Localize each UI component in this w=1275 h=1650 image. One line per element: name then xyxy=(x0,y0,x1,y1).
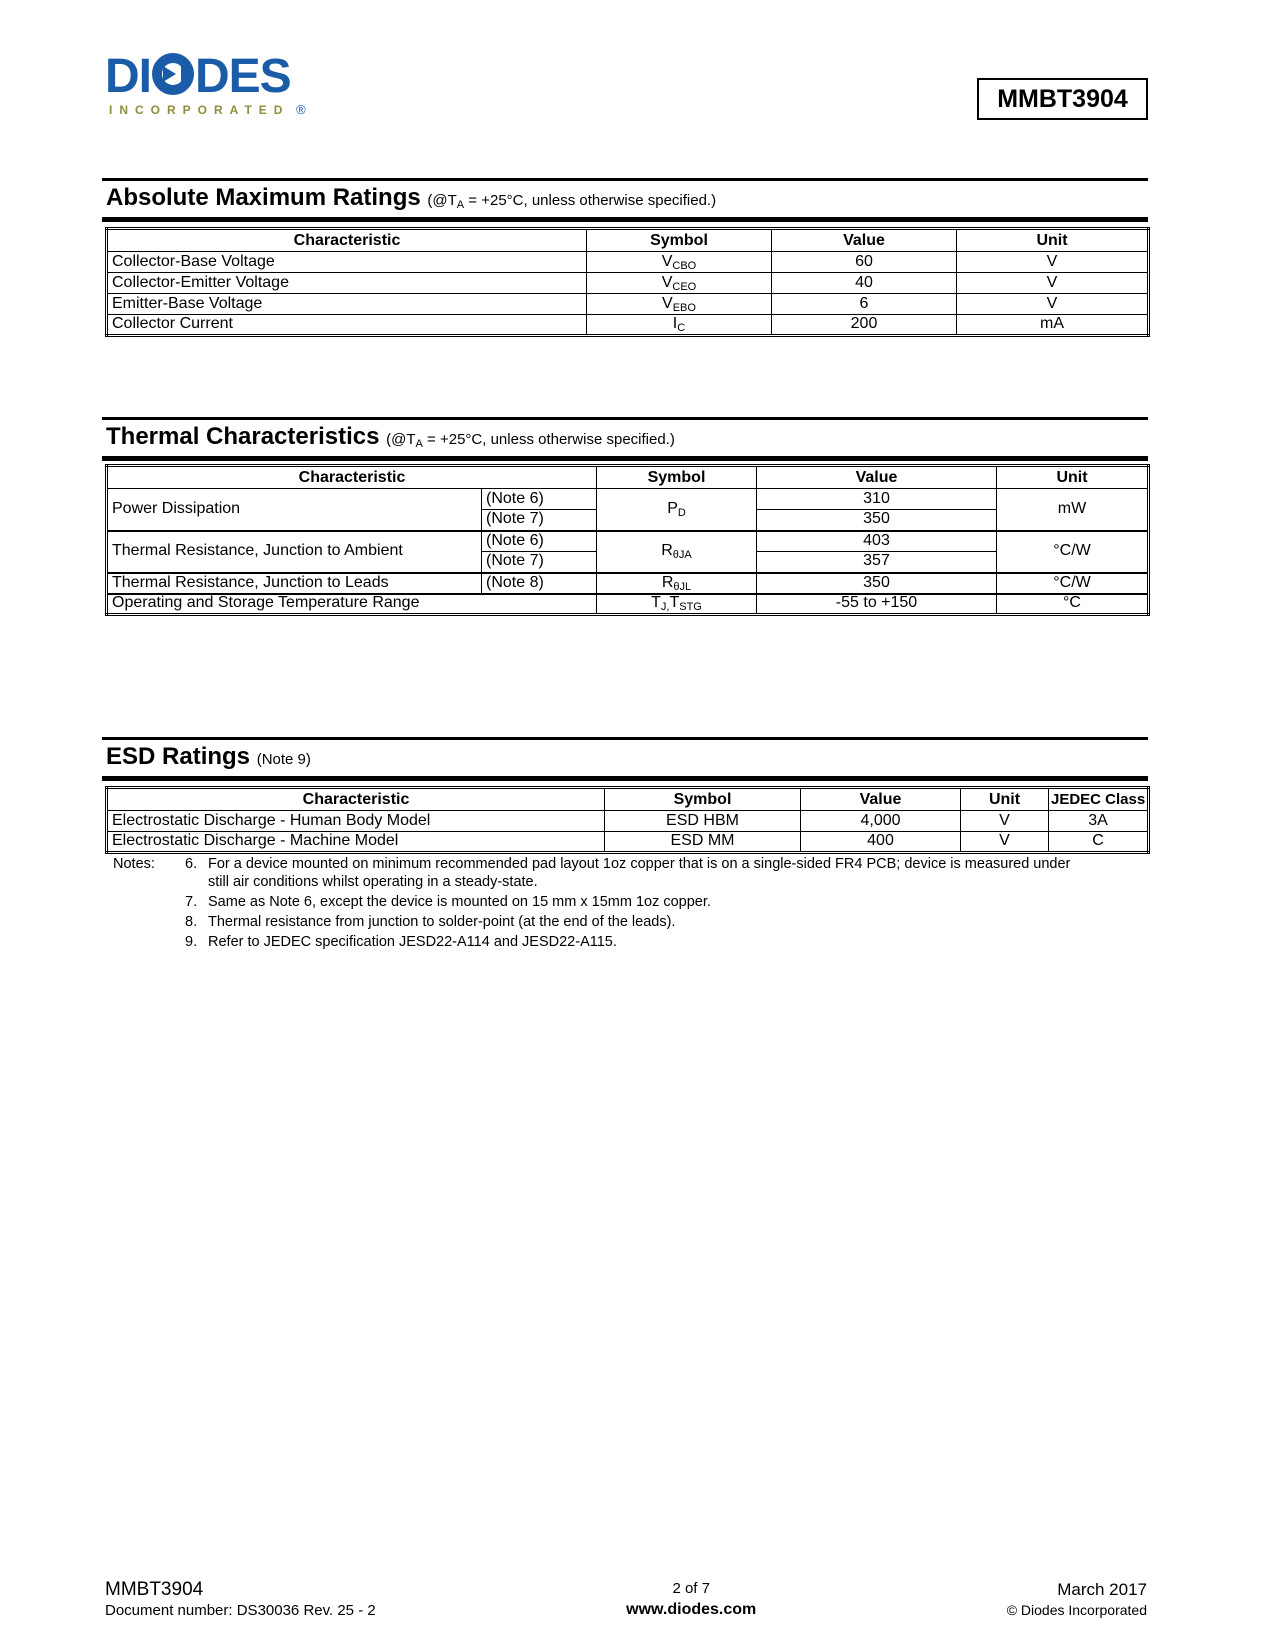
col-header-symbol: Symbol xyxy=(587,229,772,252)
note-text: Refer to JEDEC specification JESD22-A114 and JESD22-A115. xyxy=(208,934,617,950)
cell-characteristic: Electrostatic Discharge - Human Body Model xyxy=(107,811,605,832)
table-row xyxy=(107,294,1149,315)
logo-incorporated-label: INCORPORATED xyxy=(109,103,290,117)
col-header-unit: Unit xyxy=(961,788,1049,811)
section-subtitle: ($@T_A = +25^\circ C$, unless otherwise specified.) xyxy=(427,192,717,211)
section-title-text: Absolute Maximum Ratings xyxy=(106,184,421,211)
cell-symbol: $R_{\theta JL}$ xyxy=(597,573,757,594)
cell-symbol: ESD HBM xyxy=(605,811,801,832)
rule xyxy=(102,456,1148,461)
col-header-characteristic: Characteristic xyxy=(107,788,605,811)
cell-value: -55 to +150 xyxy=(757,594,997,615)
cell-unit: V xyxy=(961,832,1049,853)
cell-value: 4,000 xyxy=(801,811,961,832)
thermal-table xyxy=(105,464,1150,616)
cell-note: (Note 6) xyxy=(482,489,597,510)
notes-list xyxy=(185,855,1090,951)
cell-characteristic: Collector-Emitter Voltage xyxy=(107,273,587,294)
part-number: MMBT3904 xyxy=(997,84,1128,113)
col-header-symbol: Symbol xyxy=(597,466,757,489)
note-item xyxy=(185,893,1090,911)
cell-symbol: $V_{CBO}$ xyxy=(587,252,772,273)
table-row xyxy=(107,531,1149,552)
note-number: 9. xyxy=(185,934,198,950)
footer-document-number: Document number: DS30036 Rev. 25 - 2 xyxy=(105,1602,376,1619)
cell-jedec: C xyxy=(1049,832,1149,853)
cell-value: 60 xyxy=(772,252,957,273)
table-row xyxy=(107,315,1149,336)
section-title xyxy=(102,420,1148,456)
header-row xyxy=(107,466,1149,489)
cell-symbol: $I_C$ xyxy=(587,315,772,336)
cell-characteristic: Collector-Base Voltage xyxy=(107,252,587,273)
cell-value: 350 xyxy=(757,573,997,594)
col-header-characteristic: Characteristic xyxy=(107,229,587,252)
cell-value: 200 xyxy=(772,315,957,336)
footer-right xyxy=(1007,1578,1147,1621)
cell-jedec: 3A xyxy=(1049,811,1149,832)
note-item xyxy=(185,933,1090,951)
note-item xyxy=(185,913,1090,931)
note-text: For a device mounted on minimum recommended pad layout 1oz copper that is on a single-sided FR4 PCB; device is measured under still air conditions whilst operating in a steady-state. xyxy=(208,856,1071,890)
cell-characteristic: Thermal Resistance, Junction to Leads xyxy=(107,573,482,594)
cell-value: 6 xyxy=(772,294,957,315)
cell-value: 310 xyxy=(757,489,997,510)
cell-characteristic: Emitter-Base Voltage xyxy=(107,294,587,315)
cell-characteristic: Power Dissipation xyxy=(107,489,482,531)
table-row xyxy=(107,273,1149,294)
cell-value: 400 xyxy=(801,832,961,853)
section-esd-heading xyxy=(102,737,1148,781)
cell-value: 40 xyxy=(772,273,957,294)
col-header-value: Value xyxy=(757,466,997,489)
table-row xyxy=(107,489,1149,510)
cell-note: (Note 8) xyxy=(482,573,597,594)
cell-note: (Note 7) xyxy=(482,510,597,531)
cell-symbol: ESD MM xyxy=(605,832,801,853)
section-subtitle: ($@T_A = +25^\circ C$, unless otherwise specified.) xyxy=(386,431,675,450)
cell-value: 403 xyxy=(757,531,997,552)
footer-left xyxy=(105,1578,376,1621)
section-title xyxy=(102,740,1148,776)
footer-copyright: © Diodes Incorporated xyxy=(1006,1602,1147,1618)
table-row xyxy=(107,594,1149,615)
abs-max-table xyxy=(105,227,1150,337)
col-header-unit: Unit xyxy=(997,466,1149,489)
footer-website-link: www.diodes.com xyxy=(626,1601,757,1618)
col-header-characteristic: Characteristic xyxy=(107,466,597,489)
cell-symbol: $R_{\theta JA}$ xyxy=(597,531,757,573)
col-header-symbol: Symbol xyxy=(605,788,801,811)
esd-table xyxy=(105,786,1150,854)
cell-value: 357 xyxy=(757,552,997,573)
section-thermal-heading xyxy=(102,417,1148,461)
section-title-text: Thermal Characteristics xyxy=(106,423,380,450)
cell-characteristic: Collector Current xyxy=(107,315,587,336)
logo-text-right: DES xyxy=(195,50,291,103)
cell-symbol: $V_{EBO}$ xyxy=(587,294,772,315)
col-header-value: Value xyxy=(801,788,961,811)
cell-symbol: $V_{CEO}$ xyxy=(587,273,772,294)
notes-label: Notes: xyxy=(113,856,155,872)
section-title xyxy=(102,181,1148,217)
header-row xyxy=(107,229,1149,252)
note-number: 7. xyxy=(185,894,198,910)
note-text: Same as Note 6, except the device is mounted on 15 mm x 15mm 1oz copper. xyxy=(208,894,711,910)
diode-arrow-icon xyxy=(152,53,194,95)
note-number: 8. xyxy=(185,914,198,930)
note-item xyxy=(185,855,1090,891)
table-row xyxy=(107,573,1149,594)
diodes-logo xyxy=(105,50,306,117)
registered-mark-icon: ® xyxy=(296,102,306,117)
section-title-text: ESD Ratings xyxy=(106,743,251,770)
cell-unit: mW xyxy=(997,489,1149,531)
cell-unit: °C/W xyxy=(997,573,1149,594)
note-text: Thermal resistance from junction to solder-point (at the end of the leads). xyxy=(208,914,676,930)
cell-note: (Note 6) xyxy=(482,531,597,552)
footer-part-number: MMBT3904 xyxy=(105,1579,204,1600)
col-header-value: Value xyxy=(772,229,957,252)
page-footer xyxy=(105,1578,1147,1621)
cell-unit: °C/W xyxy=(997,531,1149,573)
footer-center xyxy=(626,1578,756,1621)
footer-page-number: 2 of 7 xyxy=(672,1580,710,1597)
part-number-box xyxy=(977,78,1148,120)
cell-characteristic: Operating and Storage Temperature Range xyxy=(107,594,597,615)
note-number: 6. xyxy=(185,856,198,872)
cell-note: (Note 7) xyxy=(482,552,597,573)
notes-section xyxy=(113,855,1153,953)
table-row xyxy=(107,252,1149,273)
cell-unit: mA xyxy=(957,315,1149,336)
logo-text-left: DI xyxy=(105,50,151,103)
cell-characteristic: Electrostatic Discharge - Machine Model xyxy=(107,832,605,853)
cell-symbol: $T_{J,}T_{STG}$ xyxy=(597,594,757,615)
rule xyxy=(102,217,1148,222)
cell-symbol: $P_D$ xyxy=(597,489,757,531)
table-row xyxy=(107,832,1149,853)
header-row xyxy=(107,788,1149,811)
cell-value: 350 xyxy=(757,510,997,531)
cell-unit: V xyxy=(961,811,1049,832)
table-row xyxy=(107,811,1149,832)
section-abs-max-heading xyxy=(102,178,1148,222)
col-header-jedec-class: JEDEC Class xyxy=(1049,788,1149,811)
rule xyxy=(102,776,1148,781)
cell-unit: °C xyxy=(997,594,1149,615)
logo-wordmark xyxy=(105,52,291,102)
footer-date: March 2017 xyxy=(1057,1580,1147,1599)
col-header-unit: Unit xyxy=(957,229,1149,252)
cell-unit: V xyxy=(957,273,1149,294)
cell-characteristic: Thermal Resistance, Junction to Ambient xyxy=(107,531,482,573)
cell-unit: V xyxy=(957,252,1149,273)
cell-unit: V xyxy=(957,294,1149,315)
section-subtitle: (Note 9) xyxy=(256,751,311,768)
